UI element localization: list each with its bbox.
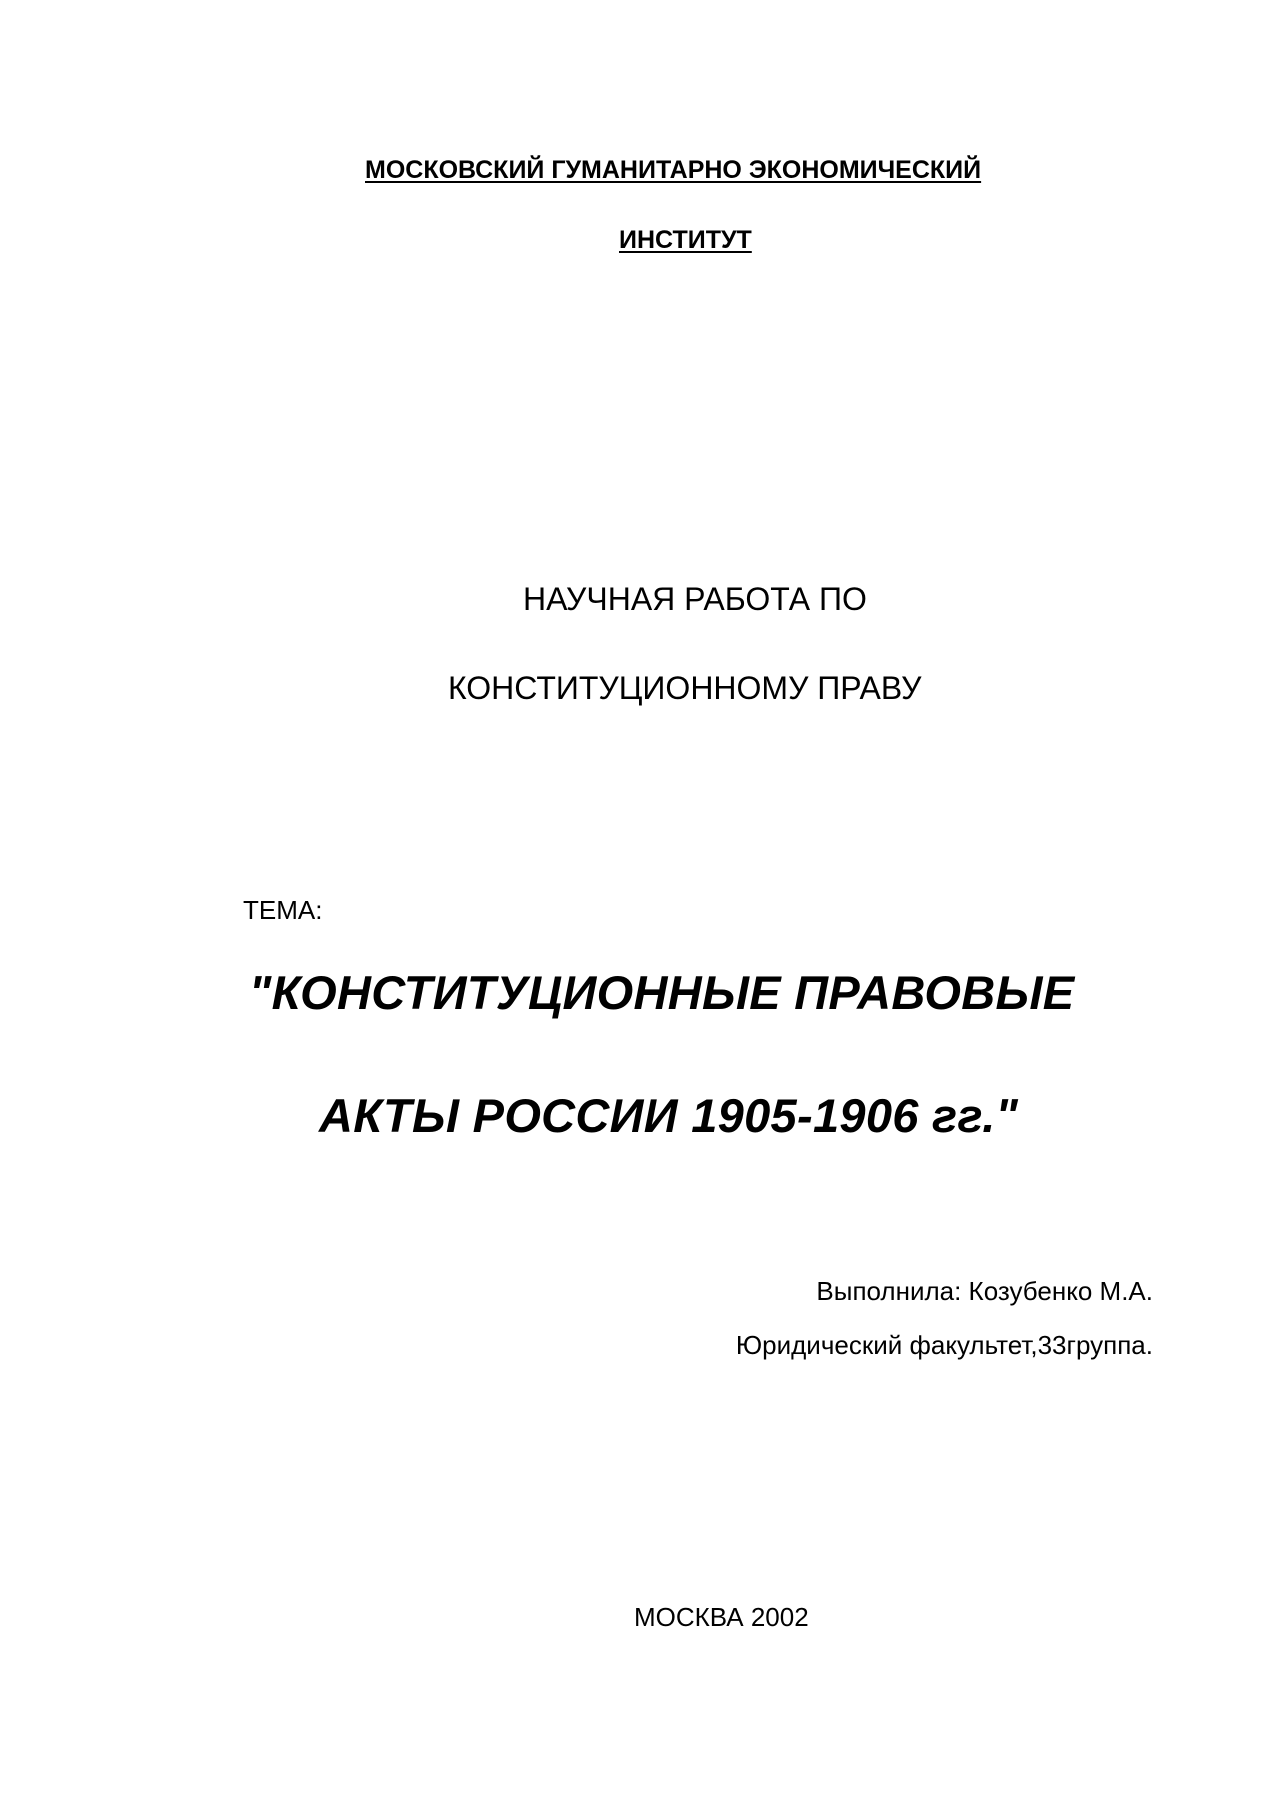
institution-name-line-1: МОСКОВСКИЙ ГУМАНИТАРНО ЭКОНОМИЧЕСКИЙ [365,156,982,184]
topic-title-line-2: АКТЫ РОССИИ 1905-1906 гг." [319,1089,1019,1142]
institution-name-line-2: ИНСТИТУТ [619,226,752,254]
topic-label: ТЕМА: [243,895,323,925]
work-type-line-1: НАУЧНАЯ РАБОТА ПО [523,581,867,617]
city-year: МОСКВА 2002 [634,1602,809,1632]
author-name: Выполнила: Козубенко М.А. [816,1276,1153,1306]
author-faculty-group: Юридический факультет,33группа. [735,1330,1153,1360]
work-type-line-2: КОНСТИТУЦИОННОМУ ПРАВУ [448,670,922,706]
topic-title-line-1: "КОНСТИТУЦИОННЫЕ ПРАВОВЫЕ [249,966,1075,1019]
